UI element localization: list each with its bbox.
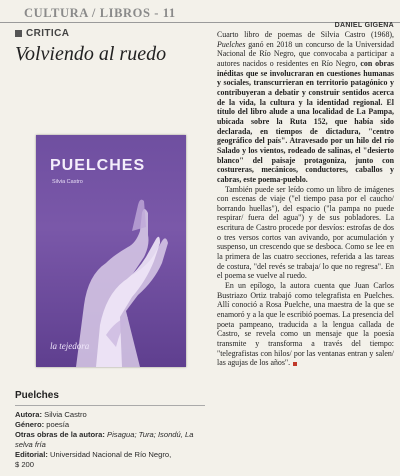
paragraph-2: También puede ser leído como un libro de imágenes con escenas de viaje ("el tiempo pasa por el caucho/ borrando huellas"), del espacio ("la pampa no puede respirar/ fuera del agua") y de sus pobladores. La escritura de Castro procede por desvíos: estrofas de dos o tres versos cortos van avivando, por acumulación y suspenso, un crescendo que se desboca. Como se lee en la primera de las cuatro secciones, referida a las tareas de costura, "del revés se trabaja/ lo que no regresa". En el poema se vuelve al ruedo. [217, 184, 394, 281]
byline: DANIEL GIGENA [334, 22, 394, 29]
end-mark-icon [293, 362, 297, 366]
section-kicker [15, 28, 207, 39]
headline: Volviendo al ruedo [15, 43, 167, 65]
cover-title: PUELCHES [50, 157, 146, 174]
square-bullet-icon [15, 30, 22, 37]
cover-author: Silvia Castro [52, 179, 83, 185]
spec-publisher: Editorial: Universidad Nacional de Río Negro, [15, 450, 172, 459]
paragraph-3: En un epílogo, la autora cuenta que Juan Carlos Bustriazo Ortiz trabajó como telegrafista en Puelches. Allí conoció a Rosa Puelche, una maestra de la que se enamoró y a la que le escribió poemas. La presencia del poeta pampeano, traducida a la lengua callada de Castro, se revela como un mensaje que la poesía transmite y transforma a través del tiempo: "telegrafistas con hilos/ por las ventanas entran y salen/ las agujas de los años". [217, 281, 394, 368]
paragraph-1: Cuarto libro de poemas de Silvia Castro (1968), Puelches ganó en 2018 un concurso de la Universidad Nacional de Río Negro, que convocaba a participar a autores nacidos o residentes en Río Negro, con obras inéditas que se involucraran en cuestiones humanas y sociales, transcurrieran en territorio patagónico y contribuyeran a debatir y construir sentidos acerca de la vida, la cultura y la identidad regional. El título del libro alude a una localidad de La Pampa, ubicada sobre la Ruta 152, que había sido declarada, en tiempos de dictadura, "centro geográfico del país". Atravesado por un hilo del río Salado y los vientos, rodeado de salinas, el "desierto blanco" del paisaje protagoniza, junto con costureras, mecánicos, conductores, caballos y cabras, este poema-pueblo. [217, 30, 395, 184]
article-body [217, 30, 394, 368]
book-cover [36, 135, 186, 367]
section-header: CULTURA / LIBROS - 11 [24, 6, 176, 20]
spec-genre: Género: poesía [15, 420, 70, 429]
publisher-logo: la tejedora [50, 341, 90, 351]
spec-author: Autora: Silvia Castro [15, 410, 87, 419]
left-column [15, 28, 207, 65]
book-caption-title: Puelches [15, 390, 59, 401]
caption-rule [15, 405, 205, 406]
spec-price: $ 200 [15, 460, 35, 469]
book-specs [15, 410, 213, 470]
spec-other-works: Otras obras de la autora: Pisagua; Tura; Isondú, La selva fría [15, 430, 194, 449]
kicker-label: CRITICA [26, 28, 70, 39]
